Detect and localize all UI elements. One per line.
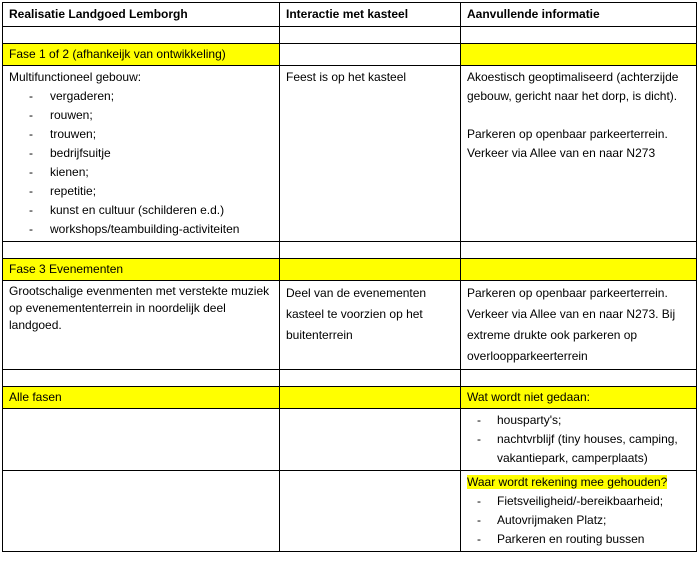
list-item: - Autovrijmaken Platz;	[467, 511, 690, 530]
alle-rekening-row	[3, 471, 697, 552]
spacer-row	[3, 27, 697, 44]
niet-list	[467, 411, 690, 468]
fase1-akoestiek: Akoestisch geoptimaliseerd (achterzijde gebouw, gericht naar het dorp, is dicht).	[467, 70, 679, 103]
empty-cell	[461, 242, 697, 259]
spacer-row	[3, 242, 697, 259]
empty-cell	[461, 27, 697, 44]
empty-cell	[280, 370, 461, 387]
fase3-content-row	[3, 281, 697, 370]
empty-cell	[461, 370, 697, 387]
fase3-aanvullend: Parkeren op openbaar parkeerterrein. Verkeer via Allee van en naar N273. Bij extreme drukte ook parkeren op overloopparkeerterrein	[461, 281, 697, 370]
spacer-row	[3, 370, 697, 387]
list-item: - housparty's;	[467, 411, 690, 430]
header-aanvullend: Aanvullende informatie	[461, 3, 697, 27]
fase3-title-row	[3, 259, 697, 281]
empty-cell	[3, 27, 280, 44]
alle-niet-row	[3, 409, 697, 471]
empty-cell	[280, 409, 461, 471]
list-item: - repetitie;	[9, 182, 273, 201]
fase1-activity-list	[9, 87, 273, 239]
list-item: - Fietsveiligheid/-bereikbaarheid;	[467, 492, 690, 511]
alle-title: Alle fasen	[3, 387, 280, 409]
empty-cell	[3, 471, 280, 552]
header-realisatie: Realisatie Landgoed Lemborgh	[3, 3, 280, 27]
list-item: - Parkeren en routing bussen	[467, 530, 690, 549]
header-row	[3, 3, 697, 27]
rekening-list	[467, 492, 690, 549]
empty-cell	[461, 44, 697, 66]
fase1-activities	[3, 66, 280, 242]
empty-cell	[3, 370, 280, 387]
fase1-interactie: Feest is op het kasteel	[280, 66, 461, 242]
rekening-title: Waar wordt rekening mee gehouden?	[467, 475, 668, 489]
niet-title: Wat wordt niet gedaan:	[461, 387, 697, 409]
empty-cell	[280, 44, 461, 66]
fase3-evenementen: Grootschalige evenmenten met verstekte muziek op evenemententerrein in noordelijk deel landgoed.	[3, 281, 280, 370]
list-item: - vergaderen;	[9, 87, 273, 106]
empty-cell	[3, 242, 280, 259]
fase1-aanvullend	[461, 66, 697, 242]
fase1-title: Fase 1 of 2 (afhankeijk van ontwikkeling)	[3, 44, 280, 66]
fase1-intro: Multifunctioneel gebouw:	[9, 70, 142, 84]
list-item: - trouwen;	[9, 125, 273, 144]
list-item: - kienen;	[9, 163, 273, 182]
empty-cell	[461, 259, 697, 281]
fase3-interactie: Deel van de evenementen kasteel te voorzien op het buitenterrein	[280, 281, 461, 370]
fase1-content-row	[3, 66, 697, 242]
info-table	[2, 2, 697, 552]
list-item: - nachtvrblijf (tiny houses, camping, vakantiepark, camperplaats)	[467, 430, 690, 468]
list-item: - workshops/teambuilding-activiteiten	[9, 220, 273, 239]
alle-title-row	[3, 387, 697, 409]
list-item: - bedrijfsuitje	[9, 144, 273, 163]
empty-cell	[280, 259, 461, 281]
list-item: - kunst en cultuur (schilderen e.d.)	[9, 201, 273, 220]
fase3-title: Fase 3 Evenementen	[3, 259, 280, 281]
empty-cell	[280, 387, 461, 409]
fase1-title-row	[3, 44, 697, 66]
empty-cell	[280, 27, 461, 44]
header-interactie: Interactie met kasteel	[280, 3, 461, 27]
empty-cell	[280, 471, 461, 552]
empty-cell	[3, 409, 280, 471]
fase1-parkeren: Parkeren op openbaar parkeerterrein. Verkeer via Allee van en naar N273	[467, 127, 668, 160]
list-item: - rouwen;	[9, 106, 273, 125]
rekening-cell	[461, 471, 697, 552]
niet-cell	[461, 409, 697, 471]
empty-cell	[280, 242, 461, 259]
